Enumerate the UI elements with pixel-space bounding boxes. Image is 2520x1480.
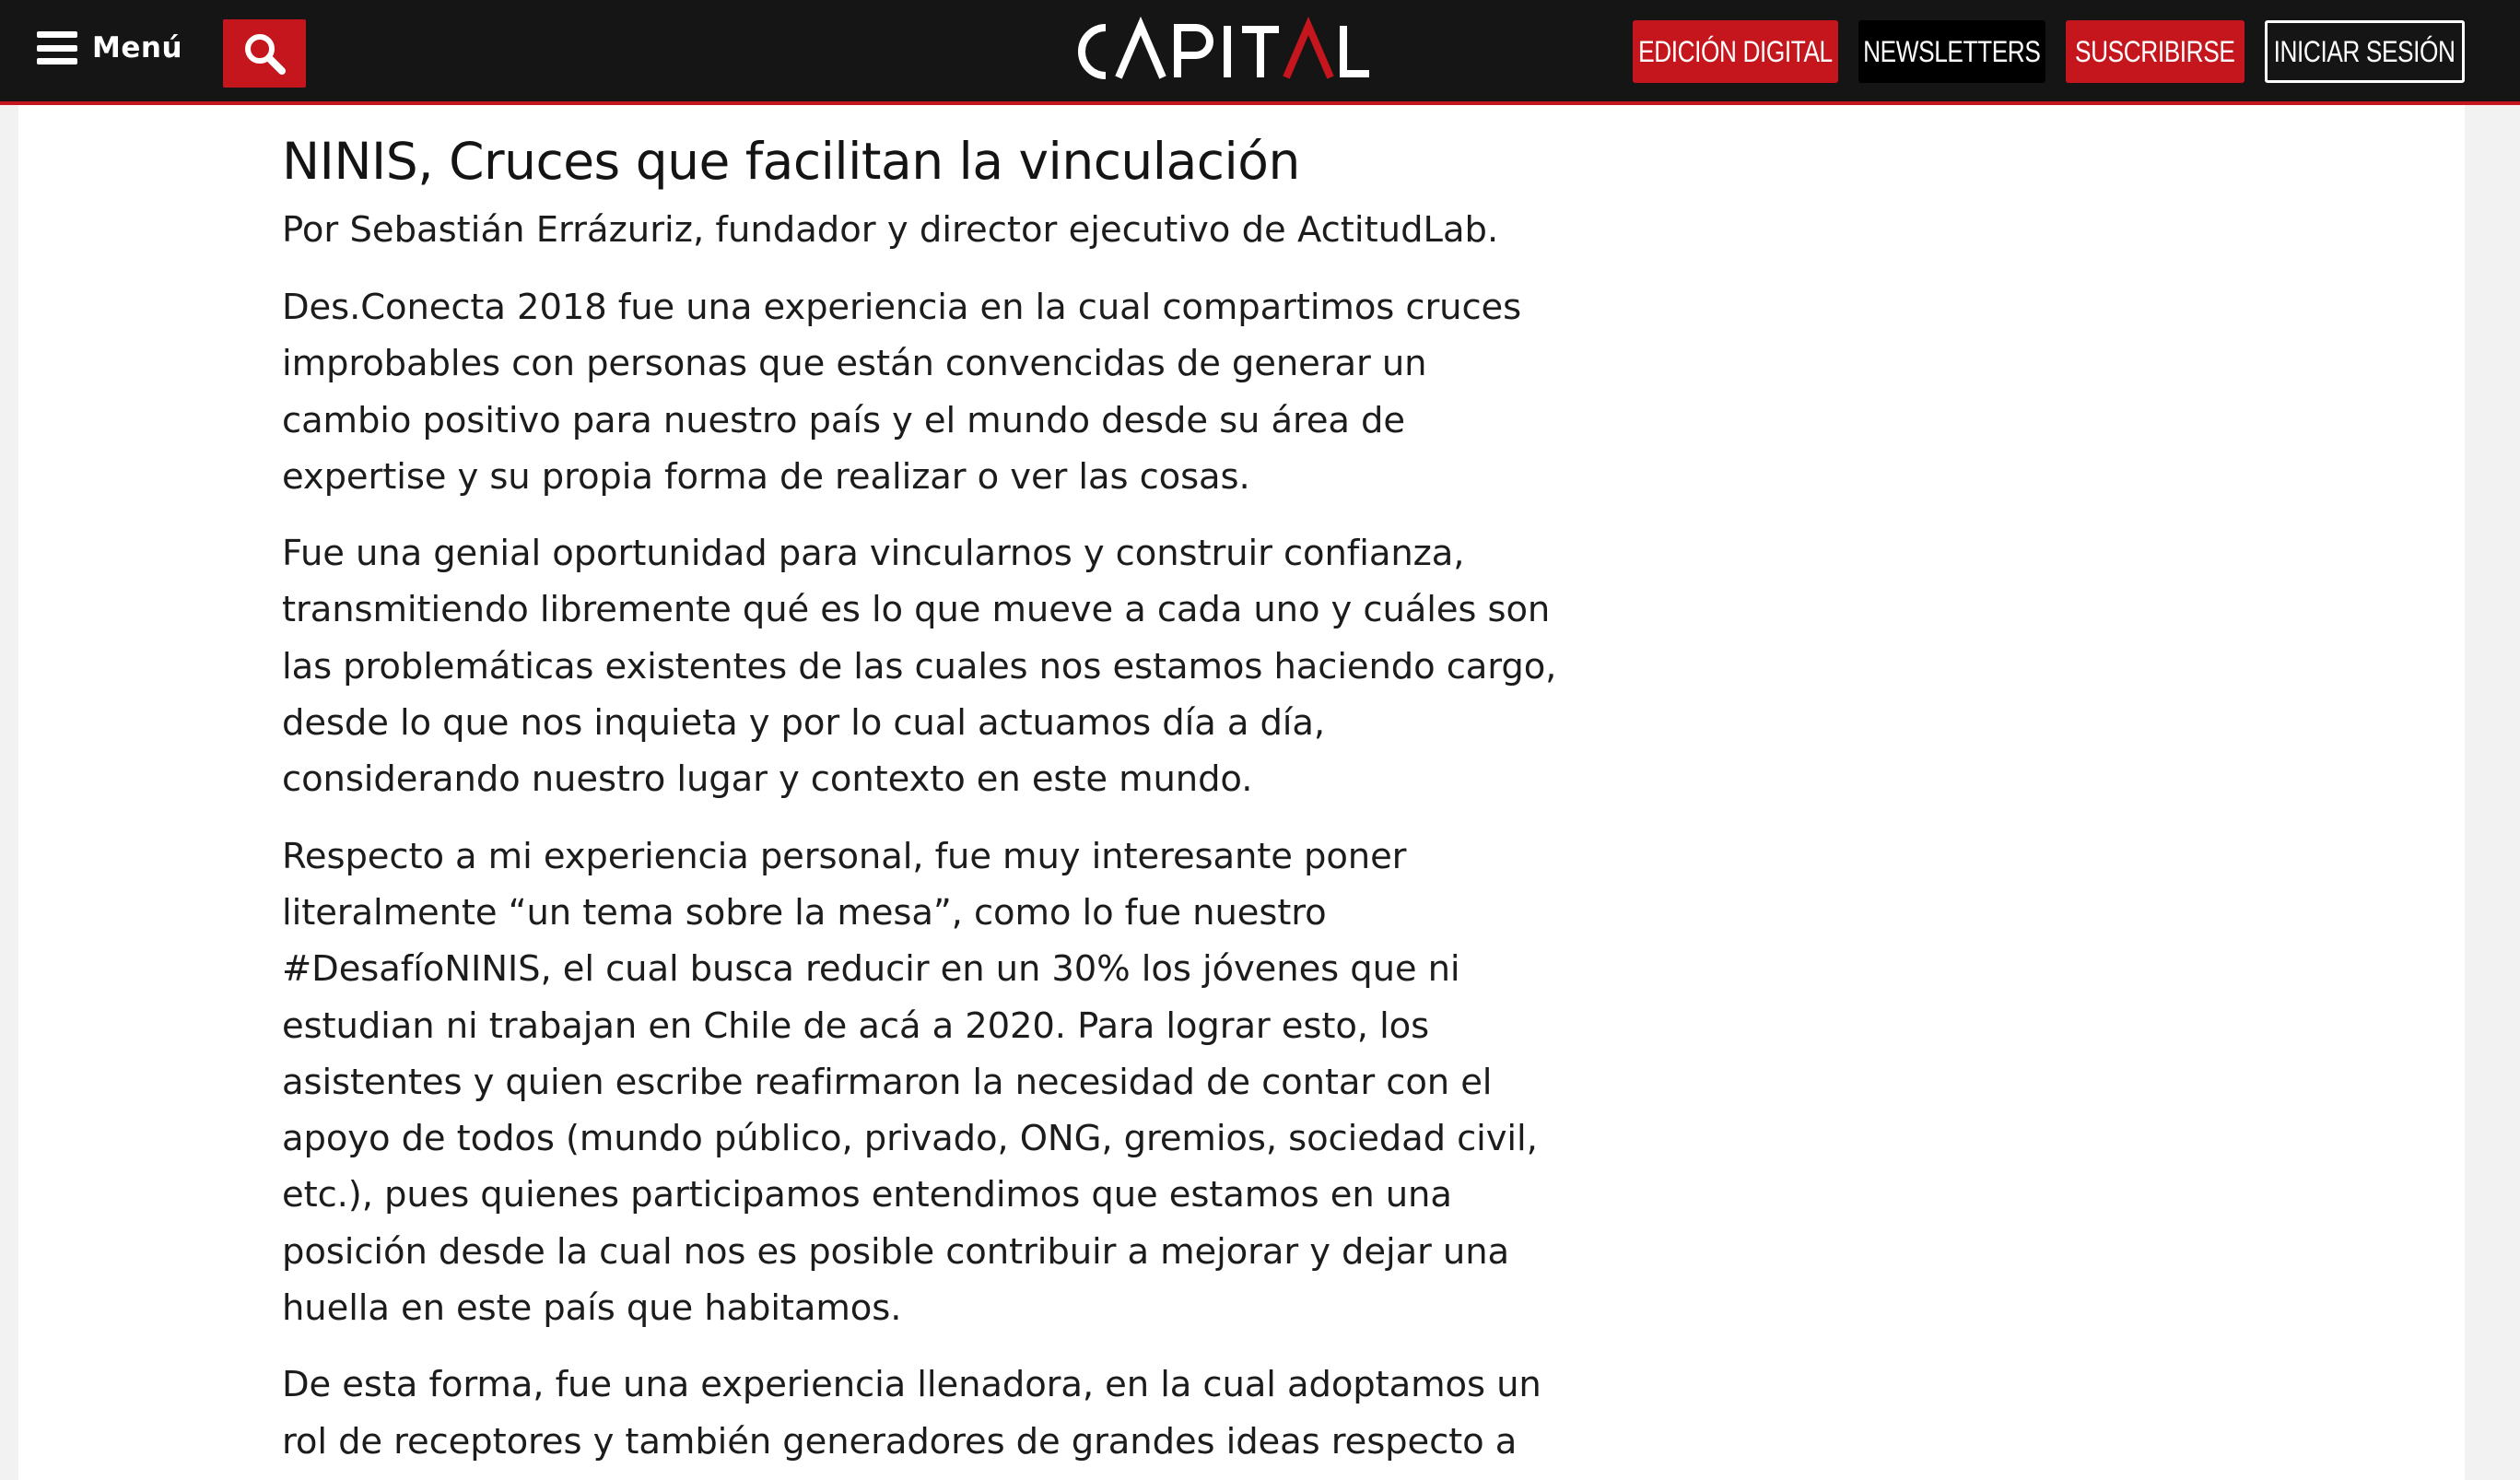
- edicion-digital-label: EDICIÓN DIGITAL: [1638, 34, 1833, 68]
- iniciar-sesion-button[interactable]: [2265, 20, 2465, 83]
- article-paragraph: De esta forma, fue una experiencia llenadora, en la cual adoptamos un rol de receptores y también generadores de grandes ideas respecto a: [282, 1364, 1541, 1462]
- article-title: NINIS, Cruces que facilitan la vinculación: [282, 132, 1300, 191]
- article: [282, 128, 1563, 1470]
- site-header: [0, 0, 2520, 105]
- suscribirse-label: SUSCRIBIRSE: [2075, 34, 2235, 68]
- edicion-digital-button[interactable]: [1633, 20, 1838, 83]
- newsletters-button[interactable]: [1858, 20, 2045, 83]
- iniciar-sesion-label: INICIAR SESIÓN: [2274, 34, 2456, 68]
- article-byline: Por Sebastián Errázuriz, fundador y director ejecutivo de ActitudLab.: [282, 209, 1499, 251]
- article-paragraph: Fue una genial oportunidad para vincularnos y construir confianza, transmitiendo libremente qué es lo que mueve a cada uno y cuáles son las problemáticas existentes de las cuales nos estamos haciendo cargo, desde lo que nos inquieta y por lo cual actuamos día a día, considerando nuestro lugar y contexto en este mundo.: [282, 533, 1557, 801]
- capital-logo[interactable]: [1058, 15, 1371, 88]
- article-paragraph: Respecto a mi experiencia personal, fue muy interesante poner literalmente “un tema sobre la mesa”, como lo fue nuestro #DesafíoNINIS, el cual busca reducir en un 30% los jóvenes que ni estudian ni trabajan en Chile de acá a 2020. Para lograr esto, los asistentes y quien escribe reafirmaron la necesidad de contar con el apoyo de todos (mundo público, privado, ONG, gremios, sociedad civil, etc.), pues quienes participamos entendimos que estamos en una posición desde la cual nos es posible contribuir a mejorar y dejar una huella en este país que habitamos.: [282, 835, 1538, 1330]
- search-button[interactable]: [223, 19, 306, 88]
- article-paragraph: Des.Conecta 2018 fue una experiencia en la cual compartimos cruces improbables con personas que están convencidas de generar un cambio positivo para nuestro país y el mundo desde su área de expertise y su propia forma de realizar o ver las cosas.: [282, 287, 1522, 498]
- menu-label: Menú: [92, 31, 183, 65]
- page-content: [18, 105, 2465, 1480]
- menu-button[interactable]: [37, 26, 182, 70]
- search-icon: [241, 30, 287, 76]
- hamburger-icon: [37, 31, 77, 65]
- suscribirse-button[interactable]: [2066, 20, 2245, 83]
- newsletters-label: NEWSLETTERS: [1863, 34, 2041, 68]
